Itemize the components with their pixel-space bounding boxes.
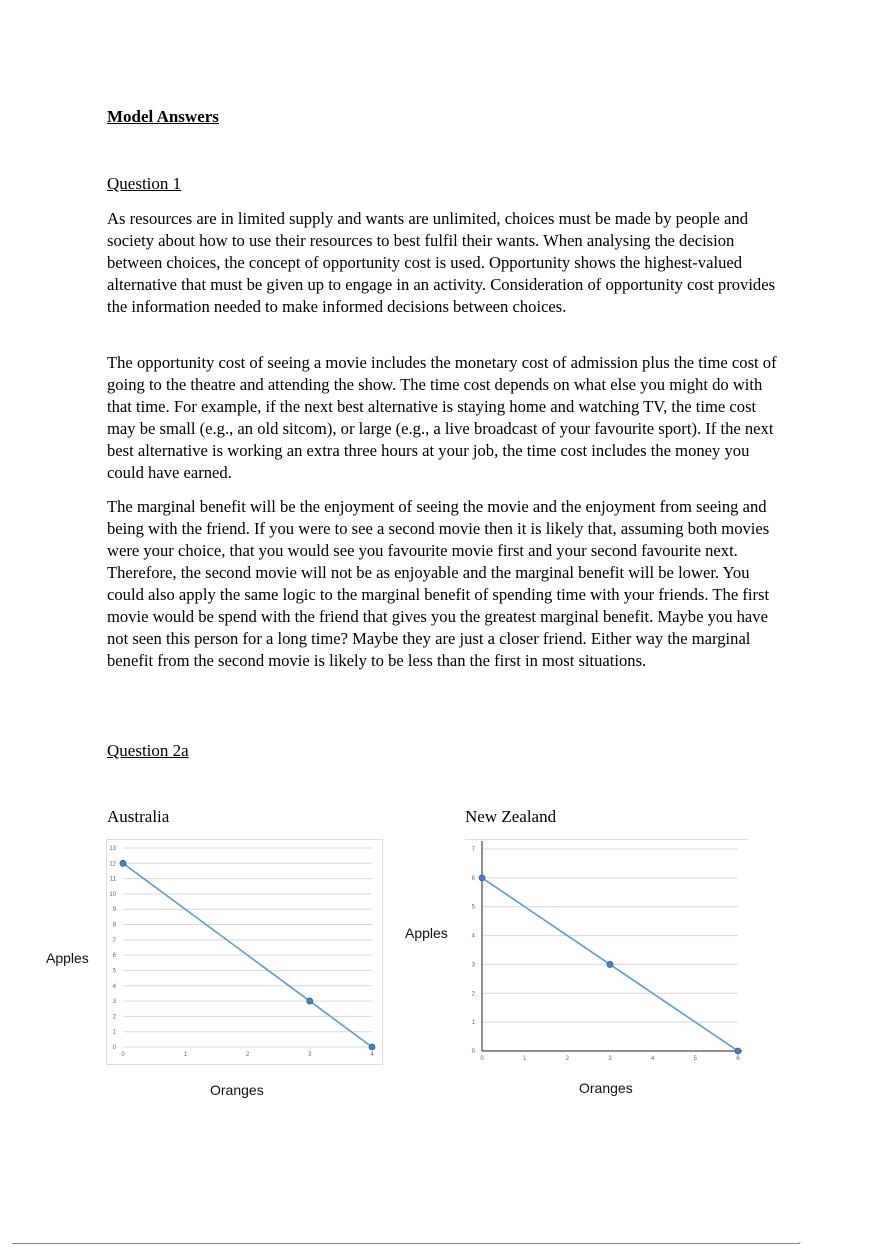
x-tick-label: 3 <box>308 1052 312 1058</box>
y-tick-label: 4 <box>471 933 475 940</box>
y-tick-label: 2 <box>112 1014 116 1021</box>
question-1-paragraph-1: As resources are in limited supply and wants are unlimited, choices must be made by people and society about how to use their resources to best fulfil their wants. When analysing the decision between choices, the concept of opportunity cost is used. Opportunity shows the highest-valued alternative that must be given up to engage in an activity. Consideration of opportunity cost provides the information needed to make informed decisions between choices. <box>107 209 776 316</box>
australia-chart <box>106 839 383 1065</box>
new-zealand-chart-title: New Zealand <box>465 807 557 826</box>
x-tick-label: 1 <box>522 1056 527 1062</box>
y-tick-label: 6 <box>112 953 116 960</box>
y-tick-label: 0 <box>112 1045 116 1051</box>
y-tick-label: 11 <box>109 876 116 883</box>
footer-rule <box>12 1243 800 1244</box>
y-tick-label: 3 <box>112 999 116 1006</box>
new-zealand-chart-svg <box>465 839 748 1069</box>
y-tick-label: 7 <box>112 937 116 944</box>
question-1-paragraph-2: The opportunity cost of seeing a movie includes the monetary cost of admission plus the time cost of going to the theatre and attending the show. The time cost depends on what else you might do with that time. For example, if the next best alternative is staying home and watching TV, the time cost may be small (e.g., an old sitcom), or large (e.g., a live broadcast of your favourite sport). If the next best alternative is working an extra three hours at your job, the time cost includes the money you could have earned. <box>107 353 777 482</box>
x-tick-label: 4 <box>370 1052 374 1058</box>
x-tick-label: 2 <box>245 1052 250 1058</box>
x-tick-label: 0 <box>480 1056 484 1062</box>
y-tick-label: 7 <box>471 847 475 853</box>
y-tick-label: 10 <box>109 891 116 898</box>
data-point <box>307 998 313 1004</box>
page-title: Model Answers <box>107 107 219 126</box>
x-tick-label: 4 <box>650 1056 655 1062</box>
y-tick-label: 12 <box>109 861 116 868</box>
y-tick-label: 4 <box>112 983 116 990</box>
new-zealand-chart <box>465 839 748 1069</box>
x-tick-label: 0 <box>121 1052 125 1058</box>
x-tick-label: 3 <box>608 1056 612 1062</box>
y-tick-label: 6 <box>471 875 475 882</box>
australia-y-axis-label: Apples <box>46 950 89 966</box>
question-1-paragraph-3: The marginal benefit will be the enjoyment of seeing the movie and the enjoyment from seeing and being with the friend. If you were to see a second movie then it is likely that, assuming both movies were your choice, that you would see you favourite movie first and your second favourite next. Therefore, the second movie will not be as enjoyable and the marginal benefit will be lower. You could also apply the same logic to the marginal benefit of spending time with your friends. The first movie would be spend with the friend that gives you the greatest marginal benefit. Maybe you have not seen this person for a long time? Maybe they are just a closer friend. Either way the marginal benefit from the second movie is likely to be less than the first in most situations. <box>107 497 770 670</box>
y-tick-label: 5 <box>112 968 116 975</box>
data-point <box>735 1048 741 1054</box>
x-tick-label: 6 <box>736 1056 740 1062</box>
y-tick-label: 1 <box>471 1020 475 1027</box>
x-tick-label: 1 <box>183 1052 187 1058</box>
australia-x-axis-label: Oranges <box>210 1082 264 1098</box>
new-zealand-x-axis-label: Oranges <box>579 1080 633 1096</box>
new-zealand-y-axis-label: Apples <box>405 925 448 941</box>
data-point <box>607 961 613 967</box>
y-tick-label: 3 <box>471 962 475 969</box>
y-tick-label: 5 <box>471 904 475 911</box>
footer-mark: . <box>799 1236 801 1245</box>
y-tick-label: 2 <box>471 991 475 998</box>
y-tick-label: 9 <box>112 907 116 914</box>
question-2a-heading: Question 2a <box>107 741 189 760</box>
y-tick-label: 1 <box>112 1029 116 1036</box>
y-tick-label: 8 <box>112 922 116 929</box>
x-tick-label: 5 <box>693 1056 698 1062</box>
y-tick-label: 13 <box>109 846 116 852</box>
australia-chart-svg <box>106 839 383 1065</box>
question-1-heading: Question 1 <box>107 174 182 193</box>
x-tick-label: 2 <box>565 1056 570 1062</box>
australia-chart-title: Australia <box>107 807 170 826</box>
y-tick-label: 0 <box>471 1049 475 1055</box>
data-point <box>369 1044 375 1050</box>
data-point <box>120 860 126 866</box>
data-point <box>479 875 485 881</box>
